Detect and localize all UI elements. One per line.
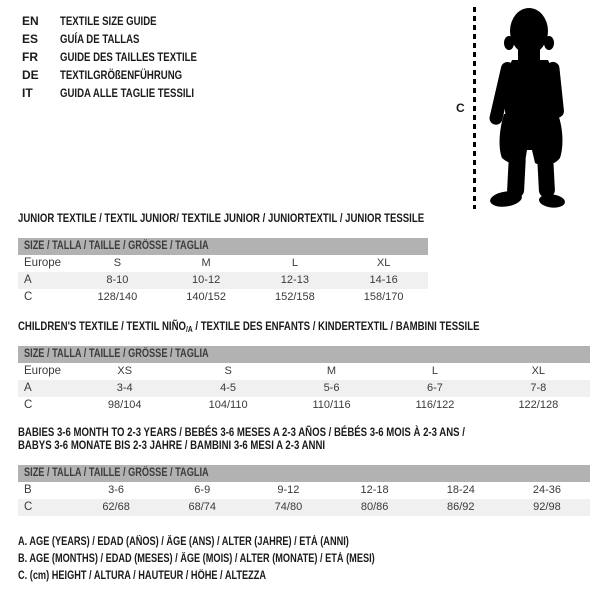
table-cell: 110/116 (312, 399, 351, 411)
table-cell: 5-6 (323, 382, 340, 394)
junior-size-table (18, 212, 428, 306)
table-rows (18, 363, 590, 414)
language-code: EN (22, 14, 39, 28)
table-cell: S (113, 257, 122, 269)
table-cell: 128/140 (97, 291, 138, 303)
size-header-label: SIZE / TALLA / TAILLE / GRÖSSE / TAGLIA (24, 348, 209, 360)
footnote-text: B. AGE (MONTHS) / EDAD (MESES) / ÂGE (MOIS) / ALTER (MONATE) / ETÀ (MESI) (18, 553, 375, 565)
table-rows (18, 482, 590, 516)
language-row (22, 84, 231, 102)
table-title (18, 320, 590, 333)
table-cell: 98/104 (107, 399, 142, 411)
row-label: C (24, 399, 33, 411)
table-row (18, 380, 590, 397)
baby-figure (440, 0, 600, 220)
row-label: A (24, 274, 32, 286)
table-title (18, 426, 590, 452)
table-title-line (18, 439, 590, 452)
table-rows (18, 255, 428, 306)
table-cell: L (291, 257, 298, 269)
language-row (22, 66, 231, 84)
table-cell: 152/158 (274, 291, 315, 303)
table-row (18, 363, 590, 380)
table-cell: 12-13 (280, 274, 309, 286)
table-cell: 3-4 (116, 382, 133, 394)
title-segment: / TEXTILE DES ENFANTS / KINDERTEXTIL / BAMBINI TESSILE (192, 319, 480, 333)
language-row (22, 30, 231, 48)
table-title (18, 212, 428, 225)
title-subscript: /A (185, 324, 193, 335)
table-cell: XS (117, 365, 133, 377)
footnotes (18, 534, 464, 585)
table-cell: 6-7 (426, 382, 443, 394)
height-measure-line (473, 7, 476, 209)
table-title-line (18, 320, 590, 333)
table-cell: 8-10 (106, 274, 129, 286)
table-cell: 62/68 (102, 501, 130, 513)
table-cell: 18-24 (446, 484, 475, 496)
table-title-text (18, 439, 325, 452)
table-row (18, 499, 590, 516)
table-cell: 140/152 (186, 291, 226, 303)
height-measure-label: C (456, 101, 465, 115)
title-segment: CHILDREN'S TEXTILE / TEXTIL NIÑO (18, 319, 186, 333)
table-row (18, 272, 428, 289)
title-segment: BABIES 3-6 MONTH TO 2-3 YEARS / BEBÉS 3-6 MESES A 2-3 AÑOS / BÉBÉS 3-6 MOIS À 2-3 ANS / (18, 425, 465, 439)
row-label: B (24, 484, 32, 496)
table-cell: 104/110 (208, 399, 248, 411)
title-segment: BABYS 3-6 MONATE BIS 2-3 JAHRE / BAMBINI 3-6 MESI A 2-3 ANNI (18, 438, 326, 452)
table-cell: 9-12 (277, 484, 300, 496)
table-title-text (18, 212, 424, 225)
table-cell: 12-18 (360, 484, 389, 496)
table-title-text (18, 320, 479, 336)
table-title-line (18, 212, 428, 225)
table-cell: 68/74 (188, 501, 217, 513)
language-title: GUIDA ALLE TAGLIE TESSILI (60, 86, 195, 100)
table-row (18, 397, 590, 414)
table-cell: 74/80 (274, 501, 303, 513)
table-cell: 6-9 (194, 484, 211, 496)
row-label: C (24, 501, 33, 513)
language-code: FR (22, 50, 38, 64)
language-title: GUIDE DES TAILLES TEXTILE (60, 50, 197, 64)
table-cell: 158/170 (363, 291, 404, 303)
size-header-label: SIZE / TALLA / TAILLE / GRÖSSE / TAGLIA (24, 467, 209, 479)
children-size-table (18, 320, 590, 414)
table-row (18, 255, 428, 272)
table-row (18, 482, 590, 499)
language-code: IT (22, 86, 33, 100)
table-cell: M (326, 365, 337, 377)
table-cell: S (224, 365, 232, 377)
row-label: C (24, 291, 33, 303)
table-cell: 3-6 (108, 484, 125, 496)
footnote-text: A. AGE (YEARS) / EDAD (AÑOS) / ÂGE (ANS) / ALTER (JAHRE) / ETÀ (ANNI) (18, 536, 349, 548)
footnote (18, 551, 464, 568)
table-cell: 24-36 (532, 484, 562, 496)
row-label: Europe (24, 257, 62, 269)
table-cell: XL (531, 365, 546, 377)
language-row (22, 48, 231, 66)
language-code: ES (22, 32, 39, 46)
table-cell: 10-12 (192, 274, 221, 286)
language-code: DE (22, 68, 39, 82)
size-header-bar (18, 465, 590, 482)
footnote-text: C. (cm) HEIGHT / ALTURA / HAUTEUR / HÖHE / ALTEZZA (18, 570, 267, 582)
language-row (22, 12, 231, 30)
language-title-list (22, 12, 231, 102)
table-cell: 92/98 (533, 501, 561, 513)
table-row (18, 289, 428, 306)
table-cell: M (201, 257, 211, 269)
table-cell: 80/86 (360, 501, 389, 513)
footnote (18, 534, 464, 551)
language-title: GUÍA DE TALLAS (60, 32, 140, 46)
size-header-label: SIZE / TALLA / TAILLE / GRÖSSE / TAGLIA (24, 240, 209, 252)
table-cell: XL (376, 257, 391, 269)
babies-size-table (18, 426, 590, 516)
language-title: TEXTILE SIZE GUIDE (60, 14, 157, 28)
size-header-bar (18, 346, 590, 363)
row-label: A (24, 382, 32, 394)
table-cell: 122/128 (518, 399, 559, 411)
table-cell: 116/122 (415, 399, 455, 411)
row-label: Europe (24, 365, 62, 377)
language-title: TEXTILGRÖßENFÜHRUNG (60, 68, 183, 82)
table-cell: 7-8 (530, 382, 547, 394)
footnote (18, 568, 464, 585)
table-cell: 86/92 (447, 501, 475, 513)
table-cell: 4-5 (220, 382, 237, 394)
size-header-bar (18, 238, 428, 255)
baby-silhouette-icon (482, 6, 597, 210)
table-cell: 14-16 (369, 274, 398, 286)
table-cell: L (431, 365, 438, 377)
title-segment: JUNIOR TEXTILE / TEXTIL JUNIOR/ TEXTILE JUNIOR / JUNIORTEXTIL / JUNIOR TESSILE (18, 211, 425, 225)
